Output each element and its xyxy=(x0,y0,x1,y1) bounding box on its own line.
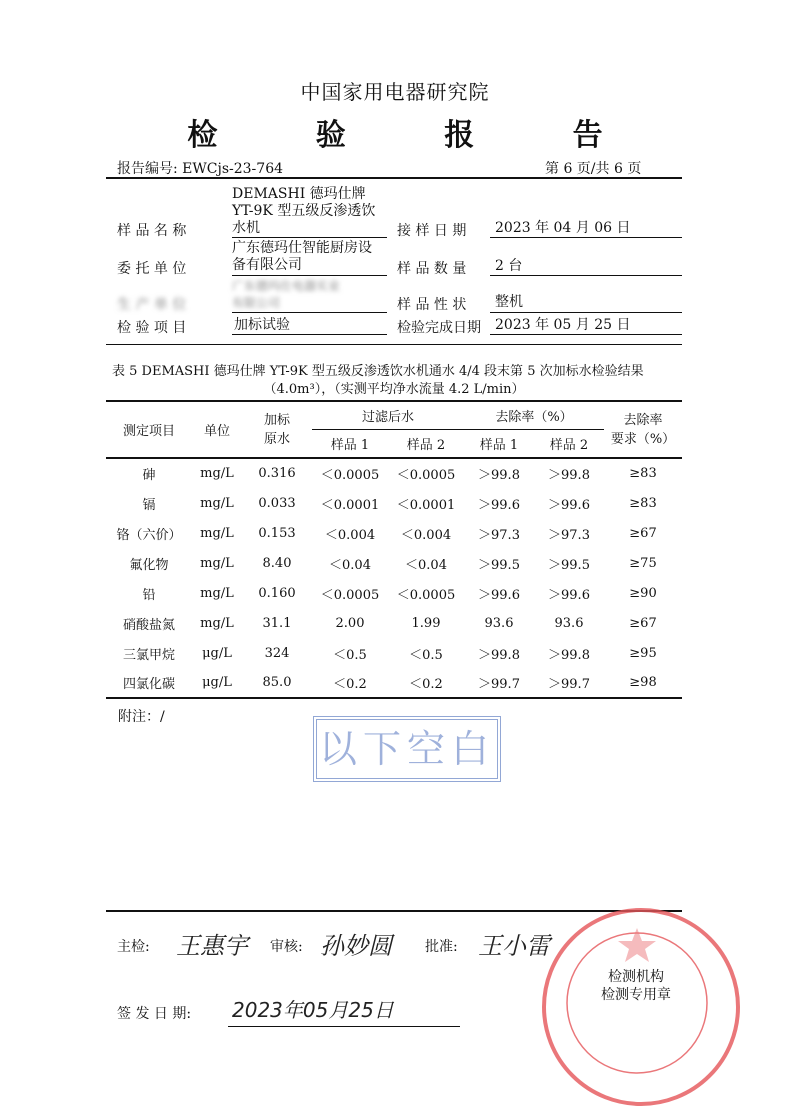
cell: ≥90 xyxy=(629,585,657,601)
sample-name-value: DEMASHI 德玛仕牌 YT-9K 型五级反渗透饮 水机 xyxy=(232,186,376,236)
seal-text-2: 检测专用章 xyxy=(601,987,671,1003)
header-sample-4: 样品 2 xyxy=(549,437,589,453)
cell: ＜0.2 xyxy=(409,677,443,692)
cell: ＞99.7 xyxy=(478,677,520,692)
rule xyxy=(490,312,682,313)
info-bottom-rule xyxy=(106,344,682,345)
cell: 铅 xyxy=(142,587,156,603)
cell: ≥83 xyxy=(629,466,657,481)
cell: 0.316 xyxy=(258,466,296,481)
page-number: 第 6 页/共 6 页 xyxy=(545,161,642,177)
table-row xyxy=(106,518,682,548)
table-caption: 表 5 DEMASHI 德玛仕牌 YT-9K 型五级反渗透饮水机通水 4/4 段末第 5 次加标水检验结果 xyxy=(112,364,644,379)
cell: 硝酸盐氮 xyxy=(122,617,175,633)
header-rule xyxy=(106,177,682,179)
cell: ＜0.04 xyxy=(405,557,447,573)
header-requirement: 去除率 要求（%） xyxy=(604,401,682,458)
header-filtered: 过滤后水 xyxy=(312,401,464,429)
cell: ＞99.7 xyxy=(548,677,590,692)
table-row xyxy=(106,668,682,698)
cell: ＜0.004 xyxy=(400,527,452,543)
cell: 氟化物 xyxy=(129,557,169,573)
table-row xyxy=(106,638,682,668)
qty-value: 2 台 xyxy=(495,258,523,274)
rule xyxy=(232,275,387,276)
cell: mg/L xyxy=(200,466,234,481)
cell: ≥75 xyxy=(629,555,657,571)
results-table xyxy=(106,400,682,699)
cell: mg/L xyxy=(200,555,234,571)
issue-date-label: 签 发 日 期: xyxy=(117,1006,192,1022)
cell: 93.6 xyxy=(554,615,584,631)
reviewer-label: 审核: xyxy=(270,939,303,955)
table-row xyxy=(106,488,682,518)
cell: 0.160 xyxy=(258,585,296,601)
cell: ＞99.8 xyxy=(548,468,590,483)
cell: ＜0.5 xyxy=(333,647,367,663)
cell: 85.0 xyxy=(262,675,292,690)
property-label: 样 品 性 状 xyxy=(397,297,467,313)
table-row xyxy=(106,458,682,488)
cell: 三氯甲烷 xyxy=(122,647,175,663)
issue-date-rule xyxy=(228,1026,460,1027)
header-raw: 加标 原水 xyxy=(242,401,312,458)
receive-date-value: 2023 年 04 月 06 日 xyxy=(495,220,631,236)
rule xyxy=(232,312,387,313)
item-value: 加标试验 xyxy=(234,317,290,333)
cell: ＞99.8 xyxy=(478,647,520,663)
cell: 1.99 xyxy=(411,615,441,631)
cell: ＞99.6 xyxy=(548,587,590,603)
cell: ＞99.6 xyxy=(548,497,590,513)
table-row xyxy=(106,578,682,608)
report-title: 检 验 报 告 xyxy=(187,118,647,153)
cell: 8.40 xyxy=(262,555,292,571)
cell: ≥98 xyxy=(629,675,657,690)
blank-stamp: 以下空白 xyxy=(313,716,501,782)
rule xyxy=(490,275,682,276)
cell: 砷 xyxy=(142,468,156,483)
finish-date-label: 检验完成日期 xyxy=(397,320,481,336)
header-removal: 去除率（%） xyxy=(464,401,604,429)
item-label: 检 验 项 目 xyxy=(117,320,187,336)
cell: ＜0.0001 xyxy=(320,497,380,513)
cell: ≥95 xyxy=(629,645,657,661)
cell: ＞99.8 xyxy=(478,468,520,483)
cell: mg/L xyxy=(200,525,234,541)
rule xyxy=(490,334,682,335)
cell: 0.153 xyxy=(258,525,296,541)
cell: mg/L xyxy=(200,615,234,631)
chief-inspector-signature: 王惠宇 xyxy=(176,932,248,960)
cell: 2.00 xyxy=(335,615,365,631)
cell: 铬（六价） xyxy=(116,527,182,543)
table-caption-2: （4.0m³），（实测平均净水流量 4.2 L/min） xyxy=(263,382,525,397)
finish-date-value: 2023 年 05 月 25 日 xyxy=(495,317,631,333)
rule xyxy=(232,334,387,335)
cell: ＜0.0001 xyxy=(396,497,456,513)
cell: ＜0.0005 xyxy=(320,468,380,483)
cell: ≥67 xyxy=(629,525,657,541)
qty-label: 样 品 数 量 xyxy=(397,261,467,277)
table-row xyxy=(106,548,682,578)
cell: mg/L xyxy=(200,495,234,511)
cell: ＞99.5 xyxy=(548,557,590,573)
cell: μg/L xyxy=(202,675,232,690)
cell: ＜0.0005 xyxy=(320,587,380,603)
cell: ＜0.004 xyxy=(324,527,376,543)
rule xyxy=(490,237,682,238)
cell: ＞99.8 xyxy=(548,647,590,663)
header-unit: 单位 xyxy=(192,401,242,458)
cell: 93.6 xyxy=(484,615,514,631)
cell: ＞99.6 xyxy=(478,497,520,513)
cell: mg/L xyxy=(200,585,234,601)
header-sample-1: 样品 1 xyxy=(330,437,370,453)
cell: ＜0.0005 xyxy=(396,587,456,603)
sample-name-label: 样 品 名 称 xyxy=(117,223,187,239)
cell: ＜0.5 xyxy=(409,647,443,663)
header-item: 测定项目 xyxy=(106,401,192,458)
client-value: 广东德玛仕智能厨房设 备有限公司 xyxy=(232,240,372,273)
cell: ＜0.2 xyxy=(333,677,367,692)
producer-value: 广东德玛仕电器实业 有限公司 xyxy=(232,279,341,310)
cell: ＜0.0005 xyxy=(396,468,456,483)
cell: ≥67 xyxy=(629,615,657,631)
client-label: 委 托 单 位 xyxy=(117,261,187,277)
header-sample-3: 样品 1 xyxy=(479,437,519,453)
producer-label: 生 产 单 位 xyxy=(117,297,187,313)
chief-inspector-label: 主检: xyxy=(117,939,150,955)
cell: ＞97.3 xyxy=(548,527,590,543)
table-row xyxy=(106,608,682,638)
seal-text-1: 检测机构 xyxy=(608,969,664,985)
cell: 镉 xyxy=(142,497,156,513)
cell: 0.033 xyxy=(258,495,296,511)
report-number: 报告编号: EWCjs-23-764 xyxy=(117,161,284,177)
cell: ＜0.04 xyxy=(329,557,371,573)
cell: ≥83 xyxy=(629,495,657,511)
cell: ＞97.3 xyxy=(478,527,520,543)
reviewer-signature: 孙妙圆 xyxy=(320,932,392,960)
cell: 31.1 xyxy=(262,615,292,631)
approver-signature: 王小雷 xyxy=(478,932,550,960)
approver-label: 批准: xyxy=(425,939,458,955)
property-value: 整机 xyxy=(495,294,523,310)
official-seal xyxy=(542,908,740,1106)
header-sample-2: 样品 2 xyxy=(406,437,446,453)
cell: 四氯化碳 xyxy=(122,677,175,692)
note: 附注：/ xyxy=(118,709,165,725)
cell: 324 xyxy=(264,645,290,661)
cell: ＞99.6 xyxy=(478,587,520,603)
receive-date-label: 接 样 日 期 xyxy=(397,223,467,239)
issue-date-handwritten: 2023年05月25日 xyxy=(232,998,394,1022)
rule xyxy=(232,237,387,238)
cell: μg/L xyxy=(202,645,232,661)
institution-name: 中国家用电器研究院 xyxy=(300,80,490,104)
cell: ＞99.5 xyxy=(478,557,520,573)
